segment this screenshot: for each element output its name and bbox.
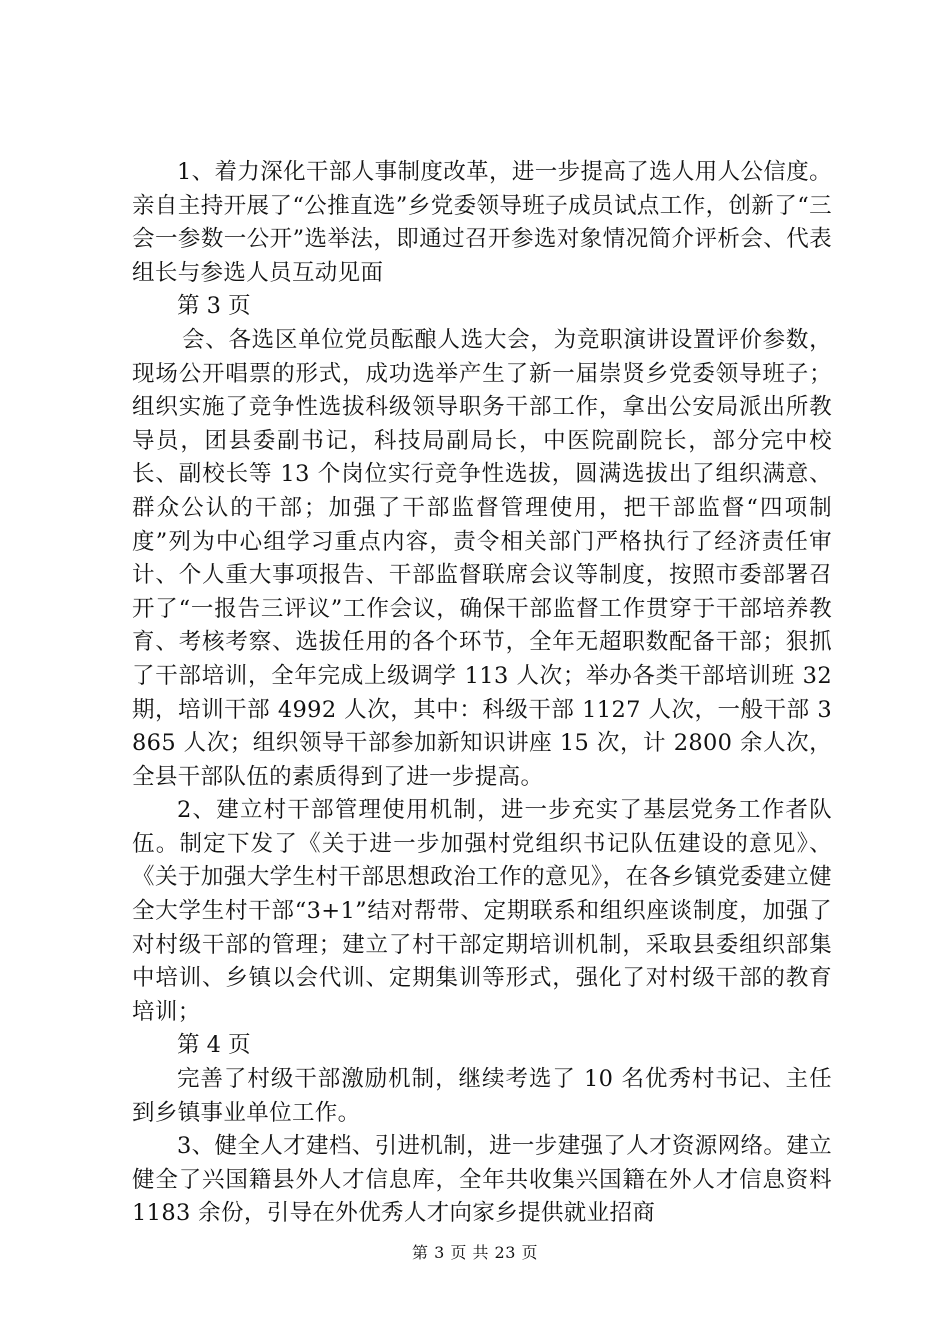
paragraph-2: 会、各选区单位党员酝酿人选大会，为竞职演讲设置评价参数，现场公开唱票的形式，成功选举产生了新一届崇贤乡党委领导班子；组织实施了竞争性选拔科级领导职务干部工作，拿出公安局派出所教导员，团县委副书记，科技局副局长，中医院副院长，部分完中校长、副校长等 13 个岗位实行竞争性选拔，圆满选拔出了组织满意、群众公认的干部；加强了干部监督管理使用，把干部监督“四项制度”列为中心组学习重点内容，责令相关部门严格执行了经济责任审计、个人重大事项报告、干部监督联席会议等制度，按照市委部署召开了“一报告三评议”工作会议，确保干部监督工作贯穿于干部培养教育、考核考察、选拔任用的各个环节，全年无超职数配备干部；狠抓了干部培训，全年完成上级调学 113 人次；举办各类干部培训班 32 期，培训干部 4992 人次，其中：科级干部 1127 人次，一般干部 3865 人次；组织领导干部参加新知识讲座 15 次，计 2800 余人次，全县干部队伍的素质得到了进一步提高。 xyxy=(132,326,832,790)
paragraph-4: 完善了村级干部激励机制，继续考选了 10 名优秀村书记、主任到乡镇事业单位工作。 xyxy=(132,1066,832,1126)
page-marker-4: 第 4 页 xyxy=(177,1032,251,1059)
paragraph-5: 3、健全人才建档、引进机制，进一步建强了人才资源网络。建立健全了兴国籍县外人才信息库，全年共收集兴国籍在外人才信息资料 1183 余份，引导在外优秀人才向家乡提供就业招商 xyxy=(132,1133,832,1227)
paragraph-1: 1、着力深化干部人事制度改革，进一步提高了选人用人公信度。亲自主持开展了“公推直选”乡党委领导班子成员试点工作，创新了“三会一参数一公开”选举法，即通过召开参选对象情况简介评析会、代表组长与参选人员互动见面 xyxy=(132,159,832,286)
paragraph-3: 2、建立村干部管理使用机制，进一步充实了基层党务工作者队伍。制定下发了《关于进一步加强村党组织书记队伍建设的意见》、《关于加强大学生村干部思想政治工作的意见》，在各乡镇党委建立健全大学生村干部“3+1”结对帮带、定期联系和组织座谈制度，加强了对村级干部的管理；建立了村干部定期培训机制，采取县委组织部集中培训、乡镇以会代训、定期集训等形式，强化了对村级干部的教育培训； xyxy=(132,797,832,1025)
page-footer: 第 3 页 共 23 页 xyxy=(412,1243,538,1262)
document-body xyxy=(132,156,832,1231)
page-marker-3: 第 3 页 xyxy=(177,293,251,320)
